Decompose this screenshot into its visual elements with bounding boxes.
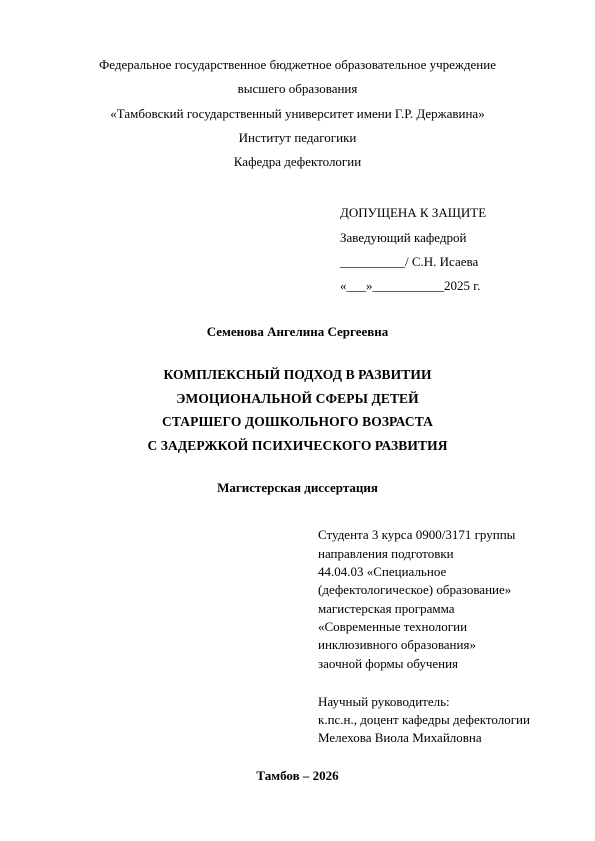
student-info-line: Студента 3 курса 0900/3171 группы bbox=[318, 527, 516, 542]
thesis-title-line-2: ЭМОЦИОНАЛЬНОЙ СФЕРЫ ДЕТЕЙ bbox=[176, 391, 419, 406]
supervisor-name: Мелехова Виола Михайловна bbox=[318, 730, 482, 745]
student-info-line: инклюзивного образования» bbox=[318, 637, 476, 652]
thesis-title-line-1: КОМПЛЕКСНЫЙ ПОДХОД В РАЗВИТИИ bbox=[163, 367, 432, 382]
university-name: «Тамбовский государственный университет имени Г.Р. Державина» bbox=[110, 106, 485, 121]
thesis-title-line-4: С ЗАДЕРЖКОЙ ПСИХИЧЕСКОГО РАЗВИТИЯ bbox=[147, 438, 448, 453]
student-info-line: направления подготовки bbox=[318, 546, 454, 561]
approval-heading: ДОПУЩЕНА К ЗАЩИТЕ bbox=[340, 205, 487, 220]
institution-name: Федеральное государственное бюджетное образовательное учреждение bbox=[99, 57, 496, 72]
approval-date: «___»___________2025 г. bbox=[340, 278, 481, 293]
institute-name: Институт педагогики bbox=[238, 130, 357, 145]
student-info-line: «Современные технологии bbox=[318, 619, 468, 634]
approval-signature: __________/ С.Н. Исаева bbox=[340, 254, 479, 269]
thesis-title-line-3: СТАРШЕГО ДОШКОЛЬНОГО ВОЗРАСТА bbox=[161, 414, 433, 429]
institution-education-level: высшего образования bbox=[237, 81, 358, 96]
department-name: Кафедра дефектологии bbox=[233, 154, 362, 169]
supervisor-label: Научный руководитель: bbox=[318, 694, 450, 709]
student-info-line: магистерская программа bbox=[318, 601, 455, 616]
student-info-line: заочной формы обучения bbox=[318, 656, 459, 671]
student-info-line: 44.04.03 «Специальное bbox=[318, 564, 447, 579]
approval-head-of-department: Заведующий кафедрой bbox=[340, 230, 467, 245]
author-name: Семенова Ангелина Сергеевна bbox=[206, 324, 389, 339]
city-year: Тамбов – 2026 bbox=[256, 768, 339, 783]
student-info-line: (дефектологическое) образование» bbox=[318, 582, 512, 597]
work-type: Магистерская диссертация bbox=[217, 480, 378, 495]
supervisor-position: к.пс.н., доцент кафедры дефектологии bbox=[318, 712, 530, 727]
